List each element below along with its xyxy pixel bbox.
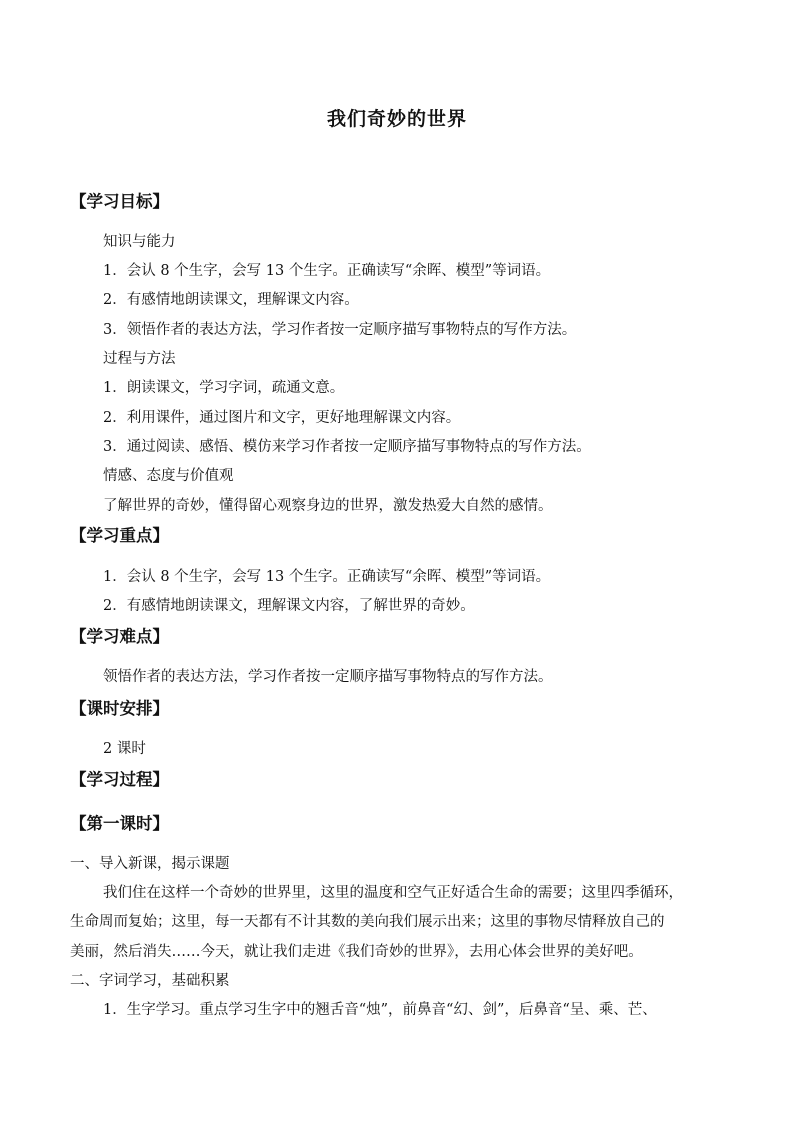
paragraph-line: 我们住在这样一个奇妙的世界里，这里的温度和空气正好适合生命的需要；这里四季循环， (103, 885, 683, 901)
schedule-heading: 【课时安排】 (70, 699, 169, 718)
key-point-item: 1．会认 8 个生字，会写 13 个生字。正确读写“余晖、模型”等词语。 (103, 569, 551, 585)
paragraph-line: 1．生字学习。重点学习生字中的翘舌音“烛”，前鼻音“幻、剑”，后鼻音“呈、乘、芒、 (103, 1002, 657, 1018)
process-item: 1．朗读课文，学习字词，疏通文意。 (103, 380, 345, 396)
knowledge-item: 3．领悟作者的表达方法，学习作者按一定顺序描写事物特点的写作方法。 (103, 322, 577, 338)
paragraph-line: 美丽，然后消失……今天，就让我们走进《我们奇妙的世界》，去用心体会世界的美好吧。 (70, 944, 643, 960)
objectives-heading: 【学习目标】 (70, 192, 169, 211)
process-label: 过程与方法 (103, 351, 176, 367)
knowledge-label: 知识与能力 (103, 234, 176, 250)
difficulties-text: 领悟作者的表达方法，学习作者按一定顺序描写事物特点的写作方法。 (103, 669, 553, 685)
section-title: 二、字词学习，基础积累 (70, 973, 230, 989)
difficulties-heading: 【学习难点】 (70, 627, 169, 646)
first-lesson-heading: 【第一课时】 (70, 814, 169, 833)
process-item: 2．利用课件，通过图片和文字，更好地理解课文内容。 (103, 410, 461, 426)
document-title: 我们奇妙的世界 (326, 108, 467, 130)
knowledge-item: 2．有感情地朗读课文，理解课文内容。 (103, 292, 359, 308)
paragraph-line: 生命周而复始；这里，每一天都有不计其数的美向我们展示出来；这里的事物尽情释放自己的 (70, 914, 665, 930)
schedule-text: 2 课时 (103, 741, 146, 757)
emotion-label: 情感、态度与价值观 (103, 468, 234, 484)
key-points-heading: 【学习重点】 (70, 526, 169, 545)
key-point-item: 2．有感情地朗读课文，理解课文内容，了解世界的奇妙。 (103, 598, 475, 614)
knowledge-item: 1．会认 8 个生字，会写 13 个生字。正确读写“余晖、模型”等词语。 (103, 263, 551, 279)
process-item: 3．通过阅读、感悟、模仿来学习作者按一定顺序描写事物特点的写作方法。 (103, 439, 591, 455)
section-title: 一、导入新课，揭示课题 (70, 856, 230, 872)
emotion-text: 了解世界的奇妙，懂得留心观察身边的世界，激发热爱大自然的感情。 (103, 498, 553, 514)
process-heading: 【学习过程】 (70, 770, 169, 789)
